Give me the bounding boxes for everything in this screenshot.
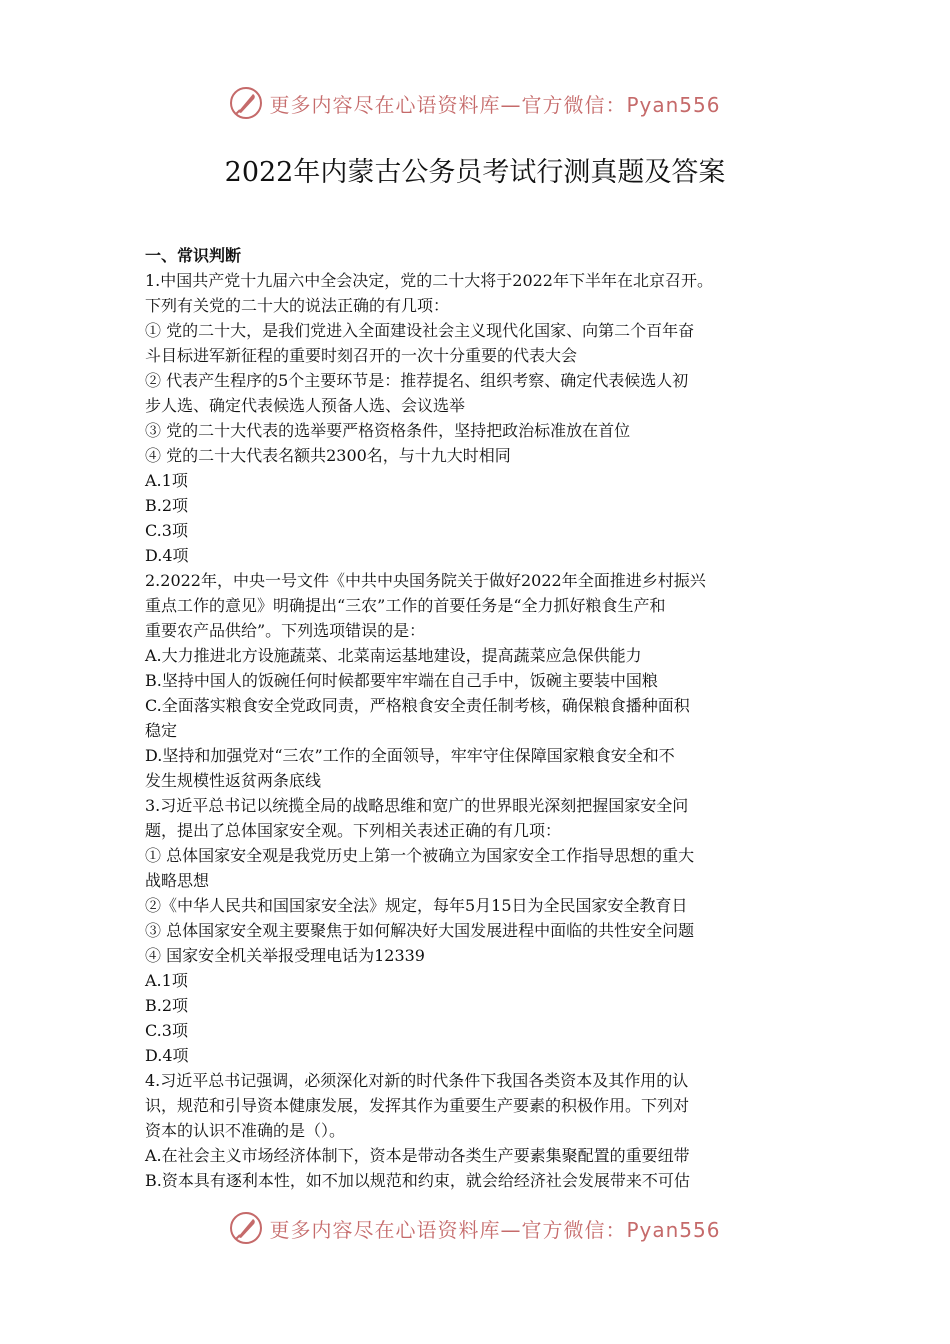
- document-body: [145, 243, 825, 1193]
- text-line: A.1项: [145, 971, 188, 990]
- text-line: 下列有关党的二十大的说法正确的有几项：: [145, 296, 450, 315]
- text-line: 3.习近平总书记以统揽全局的战略思维和宽广的世界眼光深刻把握国家安全问: [145, 796, 689, 815]
- text-line: C.3项: [145, 1021, 188, 1040]
- text-line: A.1项: [145, 471, 188, 490]
- text-line: 2.2022年，中央一号文件《中共中央国务院关于做好2022年全面推进乡村振兴: [145, 571, 706, 590]
- text-line: 斗目标进军新征程的重要时刻召开的一次十分重要的代表大会: [145, 346, 578, 365]
- text-line: ③ 总体国家安全观主要聚焦于如何解决好大国发展进程中面临的共性安全问题: [145, 921, 695, 940]
- text-line: D.4项: [145, 1046, 189, 1065]
- text-line: A.在社会主义市场经济体制下，资本是带动各类生产要素集聚配置的重要纽带: [145, 1146, 690, 1165]
- text-line: 发生规模性返贫两条底线: [145, 771, 322, 790]
- text-line: A.大力推进北方设施蔬菜、北菜南运基地建设，提高蔬菜应急保供能力: [145, 646, 642, 665]
- text-line: ① 党的二十大，是我们党进入全面建设社会主义现代化国家、向第二个百年奋: [145, 321, 695, 340]
- text-line: 1.中国共产党十九届六中全会决定，党的二十大将于2022年下半年在北京召开。: [145, 271, 713, 290]
- text-line: B.2项: [145, 996, 189, 1015]
- text-line: ② 代表产生程序的5个主要环节是：推荐提名、组织考察、确定代表候选人初: [145, 371, 689, 390]
- quill-logo-icon: [229, 86, 263, 120]
- text-line: 资本的认识不准确的是（）。: [145, 1121, 346, 1140]
- text-line: ④ 党的二十大代表名额共2300名，与十九大时相同: [145, 446, 511, 465]
- text-line: C.3项: [145, 521, 188, 540]
- quill-logo-icon: [229, 1211, 263, 1245]
- text-line: 重点工作的意见》明确提出“三农”工作的首要任务是“全力抓好粮食生产和: [145, 596, 666, 615]
- document-title: 2022年内蒙古公务员考试行测真题及答案: [224, 157, 726, 188]
- text-line: 步人选、确定代表候选人预备人选、会议选举: [145, 396, 466, 415]
- banner-text: 更多内容尽在心语资料库—官方微信：Pyan556: [269, 92, 721, 117]
- text-line: 战略思想: [145, 871, 210, 890]
- text-line: 识，规范和引导资本健康发展，发挥其作为重要生产要素的积极作用。下列对: [145, 1096, 690, 1115]
- footer-banner: [0, 1208, 950, 1248]
- text-line: ① 总体国家安全观是我党历史上第一个被确立为国家安全工作指导思想的重大: [145, 846, 695, 865]
- text-line: 重要农产品供给”。下列选项错误的是：: [145, 621, 426, 640]
- text-line: ③ 党的二十大代表的选举要严格资格条件，坚持把政治标准放在首位: [145, 421, 631, 440]
- header-banner: [0, 83, 950, 123]
- text-line: B.坚持中国人的饭碗任何时候都要牢牢端在自己手中，饭碗主要装中国粮: [145, 671, 658, 690]
- text-line: 稳定: [145, 721, 178, 740]
- text-line: D.坚持和加强党对“三农”工作的全面领导，牢牢守住保障国家粮食安全和不: [145, 746, 675, 765]
- text-line: ④ 国家安全机关举报受理电话为12339: [145, 946, 425, 965]
- text-line: 4.习近平总书记强调，必须深化对新的时代条件下我国各类资本及其作用的认: [145, 1071, 689, 1090]
- text-line: 题，提出了总体国家安全观。下列相关表述正确的有几项：: [145, 821, 562, 840]
- section-heading: 一、常识判断: [145, 246, 242, 265]
- text-line: B.2项: [145, 496, 189, 515]
- text-line: C.全面落实粮食安全党政同责，严格粮食安全责任制考核，确保粮食播种面积: [145, 696, 690, 715]
- text-line: D.4项: [145, 546, 189, 565]
- banner-text: 更多内容尽在心语资料库—官方微信：Pyan556: [269, 1217, 721, 1242]
- text-line: ②《中华人民共和国国家安全法》规定，每年5月15日为全民国家安全教育日: [145, 896, 688, 915]
- text-line: B.资本具有逐利本性，如不加以规范和约束，就会给经济社会发展带来不可估: [145, 1171, 690, 1190]
- question-lines: [145, 268, 825, 1193]
